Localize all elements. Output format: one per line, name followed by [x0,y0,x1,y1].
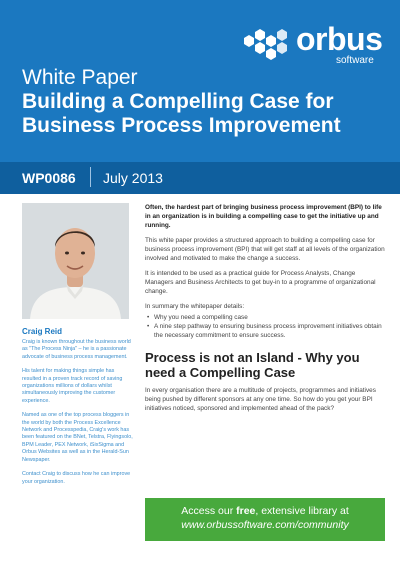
cta-prefix: Access our [181,505,237,517]
document-code: WP0086 [22,170,76,186]
body-paragraph: It is intended to be used as a practical guide for Process Analysts, Change Managers and Business Architects to get buy-in to a programme of organizational change. [145,270,376,295]
cta-highlight: free [236,505,256,517]
logo-tagline: software [336,55,374,66]
document-info-band [0,162,400,194]
author-bio-paragraph: His talent for making things simple has resulted in a proven track record of saving organizations millions of dollars whilst simultaneously improving the customer experience. [22,368,123,404]
author-bio-paragraph: Craig is known throughout the business world as "The Process Ninja" – he is a passionate advocate of business process management. [22,339,131,360]
summary-list [145,313,385,340]
author-bio [22,339,134,493]
orbus-logo[interactable] [238,22,388,66]
body-paragraph: This white paper provides a structured approach to building a compelling case for business process improvement (BPI) that will get staff at all levels of the organization involved and motivated to make the change a success. [145,237,385,262]
author-contact-text: Contact Craig to discuss how he can improve your organization. [22,471,131,485]
document-type-label: White Paper [22,66,138,89]
logo-wordmark: orbus [296,21,383,57]
header-banner [0,0,400,162]
list-item: • Why you need a compelling case [145,313,385,322]
author-photo [22,203,129,319]
document-date: July 2013 [103,170,163,186]
main-content [145,203,385,419]
summary-intro: In summary the whitepaper details: [145,303,245,310]
lead-paragraph: Often, the hardest part of bringing business process improvement (BPI) to life in an organization is in building a compelling case to get the initiative up and running. [145,204,382,229]
band-divider [90,167,91,187]
author-portrait-icon [22,203,129,319]
list-item: • A nine step pathway to ensuring business process improvement initiatives obtain the necessary commitment to ensure success. [145,322,385,340]
document-title: Building a Compelling Case for Business Process Improvement [22,90,341,137]
hexagon-logo-icon [238,28,296,62]
community-library-banner[interactable] [145,498,385,541]
author-name: Craig Reid [22,327,63,336]
community-link[interactable]: www.orbussoftware.com/community [181,519,349,531]
section-heading: Process is not an Island - Why you need a Compelling Case [145,350,360,380]
body-paragraph: In every organisation there are a multitude of projects, programmes and initiatives being pushed by different sponsors at any one time. So how do you get your BPI initiatives noticed, sponsored and implemented ahead of the pack? [145,387,376,412]
author-bio-paragraph: Named as one of the top process bloggers in the world by both the Process Excellence Network and Processpedia, Craig's work has been featured on the BNet, Telstra, Flyingsolo, BPM Leader, PEX Network, iSixSigma and Orbus Websites as well as in the Herald-Sun Newspaper. [22,412,133,463]
cta-suffix: , extensive library at [255,505,349,517]
cta-text [145,505,385,518]
